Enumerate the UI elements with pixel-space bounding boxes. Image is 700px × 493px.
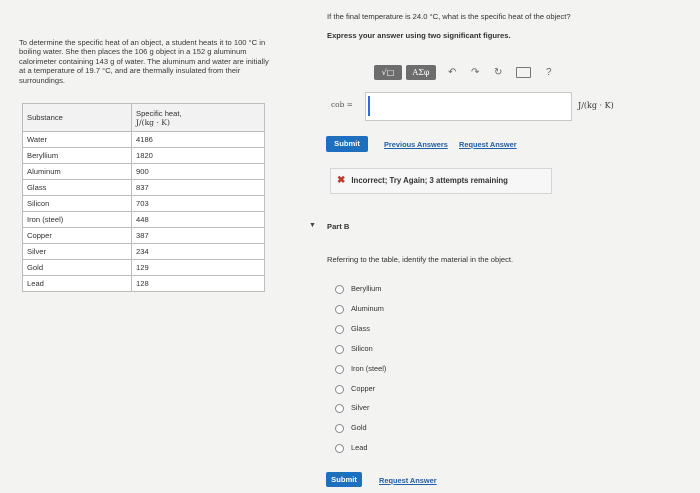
table-row [23, 164, 265, 180]
option-label: Glass [351, 324, 370, 333]
option-aluminum[interactable] [335, 302, 384, 316]
value-cell: 448 [132, 212, 265, 228]
problem-statement: To determine the specific heat of an object, a student heats it to 100 °C in boiling water. She then places the 106 g object in a 152 g aluminum calorimeter containing 143 g of water. The aluminum and water are initially at a temperature of 19.7 °C, and are thermally insulated from their surroundings. [19, 38, 269, 85]
submit-button[interactable]: Submit [326, 136, 368, 152]
option-copper[interactable] [335, 382, 375, 396]
keyboard-icon[interactable] [516, 67, 531, 78]
request-answer-link[interactable]: Request Answer [459, 140, 517, 149]
collapse-triangle-icon[interactable]: ▼ [309, 222, 316, 229]
substance-cell: Lead [23, 276, 132, 292]
option-label: Iron (steel) [351, 364, 387, 373]
redo-icon[interactable]: ↷ [471, 67, 480, 78]
value-cell: 129 [132, 260, 265, 276]
feedback-text: Incorrect; Try Again; 3 attempts remaining [351, 176, 508, 185]
part-a-question: If the final temperature is 24.0 °C, what is the specific heat of the object? [327, 12, 571, 21]
specific-heat-header-unit: J/(kg · K) [136, 117, 170, 127]
option-label: Gold [351, 423, 367, 432]
part-b-question: Referring to the table, identify the material in the object. [327, 255, 514, 264]
table-row [23, 180, 265, 196]
table-row [23, 196, 265, 212]
radio-button[interactable] [335, 404, 344, 413]
substance-cell: Silver [23, 244, 132, 260]
reset-icon[interactable]: ↻ [494, 67, 503, 78]
substance-cell: Silicon [23, 196, 132, 212]
substance-cell: Copper [23, 228, 132, 244]
undo-icon[interactable]: ↶ [448, 67, 457, 78]
value-cell: 703 [132, 196, 265, 212]
previous-answers-link[interactable]: Previous Answers [384, 140, 448, 149]
answer-input[interactable] [365, 92, 572, 121]
option-label: Silver [351, 403, 370, 412]
part-b-request-answer-link[interactable]: Request Answer [379, 476, 437, 485]
unit-label: J/(kg · K) [578, 101, 614, 110]
specific-heat-header-line1: Specific heat, [136, 108, 182, 118]
value-cell: 387 [132, 228, 265, 244]
option-label: Beryllium [351, 284, 382, 293]
substance-cell: Gold [23, 260, 132, 276]
radio-button[interactable] [335, 365, 344, 374]
table-row [23, 244, 265, 260]
feedback-message [330, 168, 552, 194]
text-cursor [368, 96, 370, 116]
table-row [23, 276, 265, 292]
table-row [23, 132, 265, 148]
table-row [23, 260, 265, 276]
incorrect-x-icon: ✖ [337, 175, 346, 186]
option-label: Copper [351, 384, 376, 393]
value-cell: 900 [132, 164, 265, 180]
option-lead[interactable] [335, 441, 367, 455]
substance-cell: Beryllium [23, 148, 132, 164]
option-silicon[interactable] [335, 342, 373, 356]
value-cell: 1820 [132, 148, 265, 164]
option-glass[interactable] [335, 322, 370, 336]
substance-cell: Aluminum [23, 164, 132, 180]
substance-cell: Glass [23, 180, 132, 196]
option-label: Aluminum [351, 304, 384, 313]
value-cell: 837 [132, 180, 265, 196]
option-label: Silicon [351, 344, 373, 353]
radio-button[interactable] [335, 305, 344, 314]
radio-button[interactable] [335, 385, 344, 394]
option-beryllium[interactable] [335, 282, 381, 296]
variable-label: cob = [331, 100, 353, 109]
part-a-instruction: Express your answer using two significant figures. [327, 31, 511, 40]
table-row [23, 228, 265, 244]
part-b-title: Part B [327, 222, 350, 231]
radio-button[interactable] [335, 325, 344, 334]
specific-heat-header [132, 104, 265, 132]
value-cell: 234 [132, 244, 265, 260]
option-iron-steel[interactable] [335, 362, 386, 376]
substance-cell: Water [23, 132, 132, 148]
substance-header: Substance [23, 104, 132, 132]
table-row [23, 148, 265, 164]
table-row [23, 212, 265, 228]
specific-heat-table [22, 103, 265, 292]
option-silver[interactable] [335, 401, 369, 415]
value-cell: 128 [132, 276, 265, 292]
help-button[interactable]: ? [546, 67, 552, 78]
substance-cell: Iron (steel) [23, 212, 132, 228]
option-label: Lead [351, 443, 368, 452]
radio-button[interactable] [335, 345, 344, 354]
table-header-row [23, 104, 265, 132]
equation-toolbar [366, 60, 571, 84]
radio-button[interactable] [335, 424, 344, 433]
greek-symbols-button[interactable]: ΑΣφ [406, 65, 436, 80]
option-gold[interactable] [335, 421, 367, 435]
sqrt-template-button[interactable]: √□ [374, 65, 402, 80]
part-b-submit-button[interactable]: Submit [326, 472, 362, 487]
radio-button[interactable] [335, 285, 344, 294]
value-cell: 4186 [132, 132, 265, 148]
radio-button[interactable] [335, 444, 344, 453]
